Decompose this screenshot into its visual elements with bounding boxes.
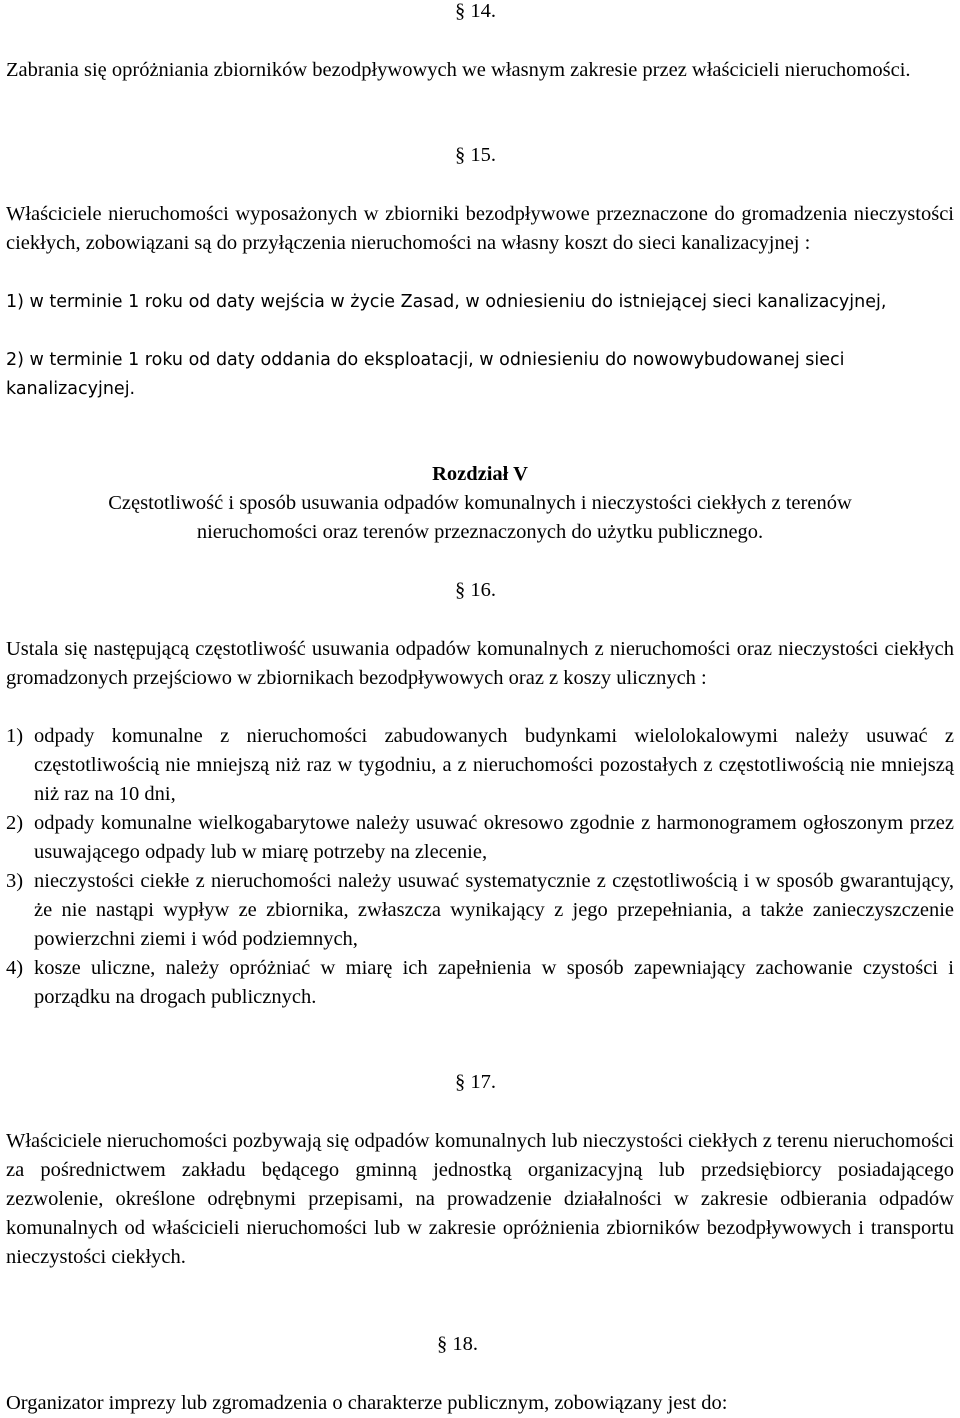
chapter-subtitle-line-2: nieruchomości oraz terenów przeznaczonych do użytku publicznego. bbox=[196, 521, 764, 543]
list-item bbox=[6, 867, 954, 954]
list-item bbox=[6, 809, 954, 867]
list-item-text: odpady komunalne wielkogabarytowe należy usuwać okresowo zgodnie z harmonogramem ogłoszonym przez usuwającego odpady lub w miarę potrzeby na zlecenie, bbox=[34, 812, 954, 863]
section-16-intro: Ustala się następującą częstotliwość usuwania odpadów komunalnych z nieruchomości oraz nieczystości ciekłych gromadzonych przejściowo w zbiornikach bezodpływowych oraz z koszy ulicznych : bbox=[6, 638, 954, 689]
list-item-number: 2) bbox=[6, 812, 24, 834]
section-15-item-1: 1) w terminie 1 roku od daty wejścia w życie Zasad, w odniesieniu do istniejącej sieci kanalizacyjnej, bbox=[6, 292, 887, 312]
list-item-text: odpady komunalne z nieruchomości zabudowanych budynkami wielolokalowymi należy usuwać z częstotliwością nie mniejszą niż raz w tygodniu, a z nieruchomości pozostałych z częstotliwością nie mniejszą niż raz na 10 dni, bbox=[34, 725, 954, 805]
section-16-list bbox=[6, 722, 954, 1012]
section-15-heading: § 15. bbox=[455, 144, 496, 166]
section-18-text: Organizator imprezy lub zgromadzenia o charakterze publicznym, zobowiązany jest do: bbox=[6, 1392, 728, 1414]
list-item bbox=[6, 722, 954, 809]
chapter-subtitle-line-1: Częstotliwość i sposób usuwania odpadów komunalnych i nieczystości ciekłych z terenów bbox=[108, 492, 852, 514]
section-17-heading: § 17. bbox=[455, 1071, 496, 1093]
section-15-intro: Właściciele nieruchomości wyposażonych w zbiorniki bezodpływowe przeznaczone do gromadzenia nieczystości ciekłych, zobowiązani są do przyłączenia nieruchomości na własny koszt do sieci kanalizacyjnej : bbox=[6, 203, 954, 254]
chapter-title: Rozdział V bbox=[432, 463, 528, 485]
list-item-number: 3) bbox=[6, 870, 24, 892]
list-item-number: 4) bbox=[6, 957, 24, 979]
section-15-item-2: 2) w terminie 1 roku od daty oddania do eksploatacji, w odniesieniu do nowowybudowanej sieci kanalizacyjnej. bbox=[6, 350, 845, 399]
list-item-number: 1) bbox=[6, 725, 24, 747]
section-17-text: Właściciele nieruchomości pozbywają się odpadów komunalnych lub nieczystości ciekłych z terenu nieruchomości za pośrednictwem zakładu będącego gminną jednostką organizacyjną lub przedsiębiorcy posiadającego zezwolenie, określone odrębnymi przepisami, na prowadzenie działalności w zakresie odbierania odpadów komunalnych od właścicieli nieruchomości lub w zakresie opróżnienia zbiorników bezodpływowych i transportu nieczystości ciekłych. bbox=[6, 1130, 954, 1268]
section-14-heading: § 14. bbox=[455, 0, 496, 22]
section-14-text: Zabrania się opróżniania zbiorników bezodpływowych we własnym zakresie przez właścicieli nieruchomości. bbox=[6, 59, 911, 81]
list-item-text: kosze uliczne, należy opróżniać w miarę ich zapełnienia w sposób zapewniający zachowanie czystości i porządku na drogach publicznych. bbox=[34, 957, 954, 1008]
list-item-text: nieczystości ciekłe z nieruchomości należy usuwać systematycznie z częstotliwością i w sposób gwarantujący, że nie nastąpi wypływ ze zbiornika, zwłaszcza wynikający z jego przepełniania, a także zanieczyszczenie powierzchni ziemi i wód podziemnych, bbox=[34, 870, 954, 950]
section-18-heading: § 18. bbox=[437, 1333, 478, 1355]
list-item bbox=[6, 954, 954, 1012]
section-16-heading: § 16. bbox=[455, 579, 496, 601]
